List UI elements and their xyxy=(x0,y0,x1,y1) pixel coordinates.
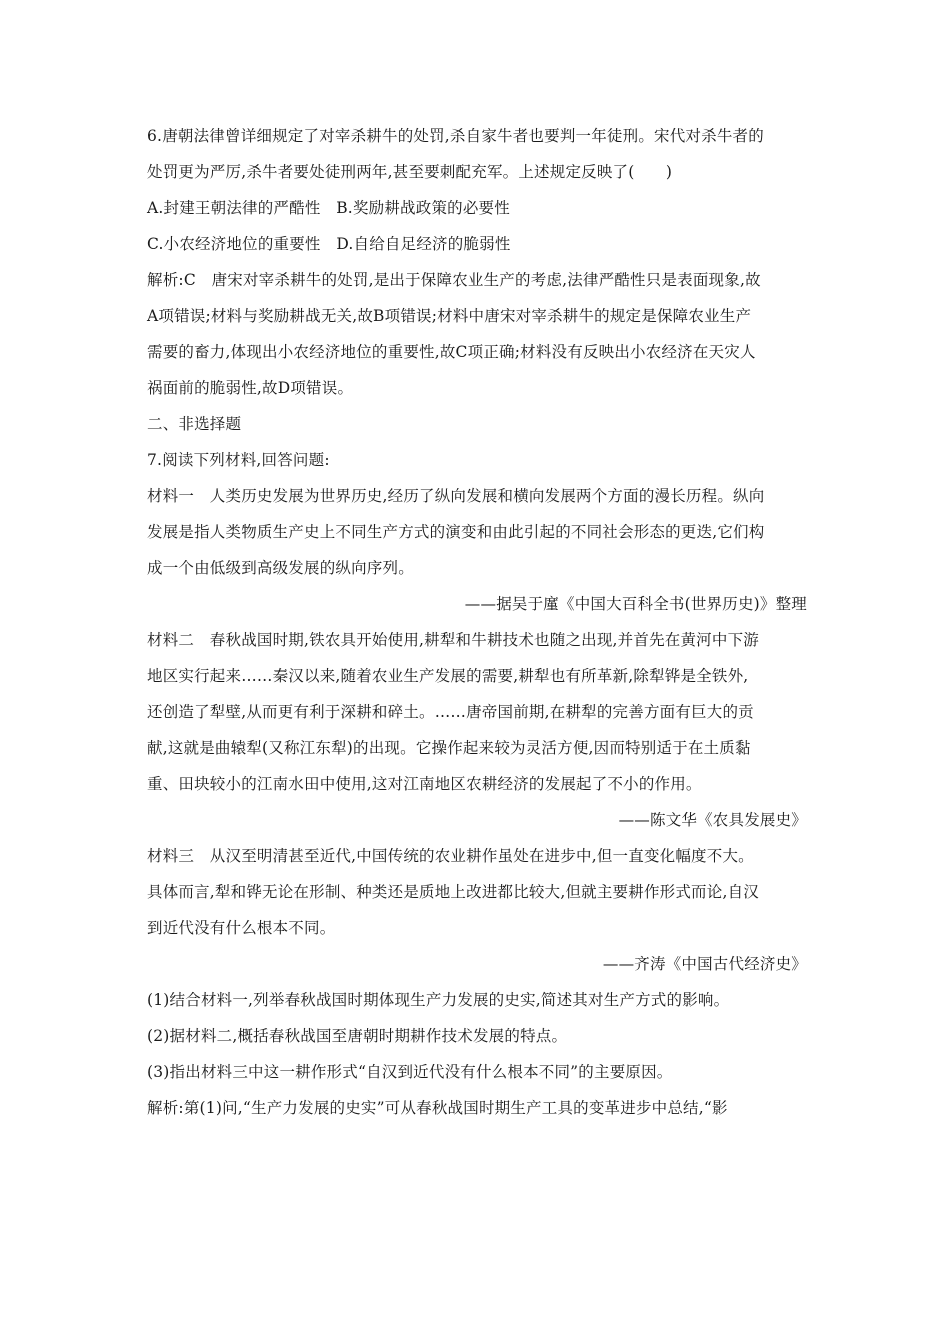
sub-question-1: (1)结合材料一,列举春秋战国时期体现生产力发展的史实,简述其对生产方式的影响。 xyxy=(147,991,730,1009)
question-7-stem: 7.阅读下列材料,回答问题: xyxy=(147,451,330,469)
analysis-7-line-1: 解析:第(1)问,“生产力发展的史实”可从春秋战国时期生产工具的变革进步中总结,“影 xyxy=(147,1099,728,1117)
material-3-line-3: 到近代没有什么根本不同。 xyxy=(147,919,336,937)
sub-question-2: (2)据材料二,概括春秋战国至唐朝时期耕作技术发展的特点。 xyxy=(147,1027,568,1045)
material-1-line-3: 成一个由低级到高级发展的纵向序列。 xyxy=(147,559,414,577)
material-2-line-5: 重、田块较小的江南水田中使用,这对江南地区农耕经济的发展起了不小的作用。 xyxy=(147,775,702,793)
material-2-source: ——陈文华《农具发展史》 xyxy=(618,811,807,829)
sub-question-3: (3)指出材料三中这一耕作形式“自汉到近代没有什么根本不同”的主要原因。 xyxy=(147,1063,673,1081)
analysis-6-line-1: 解析:C 唐宋对宰杀耕牛的处罚,是出于保障农业生产的考虑,法律严酷性只是表面现象,故 xyxy=(147,271,761,289)
question-6-line-1: 6.唐朝法律曾详细规定了对宰杀耕牛的处罚,杀自家牛者也要判一年徒刑。宋代对杀牛者的 xyxy=(147,127,764,145)
material-3-line-1: 材料三 从汉至明清甚至近代,中国传统的农业耕作虽处在进步中,但一直变化幅度不大。 xyxy=(147,847,754,865)
material-3-source: ——齐涛《中国古代经济史》 xyxy=(602,955,807,973)
material-2-line-1: 材料二 春秋战国时期,铁农具开始使用,耕犁和牛耕技术也随之出现,并首先在黄河中下游 xyxy=(147,631,759,649)
analysis-6-line-4: 祸面前的脆弱性,故D项错误。 xyxy=(147,379,354,397)
section-heading: 二、非选择题 xyxy=(147,415,242,433)
option-c-d: C.小农经济地位的重要性 D.自给自足经济的脆弱性 xyxy=(147,235,511,253)
material-2-line-4: 献,这就是曲辕犁(又称江东犁)的出现。它操作起来较为灵活方便,因而特别适于在土质黏 xyxy=(147,739,751,757)
analysis-6-line-2: A项错误;材料与奖励耕战无关,故B项错误;材料中唐宋对宰杀耕牛的规定是保障农业生产 xyxy=(147,307,752,325)
material-2-line-3: 还创造了犁壁,从而更有利于深耕和碎土。……唐帝国前期,在耕犁的完善方面有巨大的贡 xyxy=(147,703,754,721)
option-a-b: A.封建王朝法律的严酷性 B.奖励耕战政策的必要性 xyxy=(147,199,510,217)
material-1-source: ——据吴于廑《中国大百科全书(世界历史)》整理 xyxy=(464,595,807,613)
material-2-line-2: 地区实行起来……秦汉以来,随着农业生产发展的需要,耕犁也有所革新,除犁铧是全铁外, xyxy=(147,667,749,685)
material-3-line-2: 具体而言,犁和铧无论在形制、种类还是质地上改进都比较大,但就主要耕作形式而论,自汉 xyxy=(147,883,759,901)
material-1-line-2: 发展是指人类物质生产史上不同生产方式的演变和由此引起的不同社会形态的更迭,它们构 xyxy=(147,523,765,541)
analysis-6-line-3: 需要的畜力,体现出小农经济地位的重要性,故C项正确;材料没有反映出小农经济在天灾人 xyxy=(147,343,756,361)
material-1-line-1: 材料一 人类历史发展为世界历史,经历了纵向发展和横向发展两个方面的漫长历程。纵向 xyxy=(147,487,765,505)
question-6-line-2: 处罚更为严厉,杀牛者要处徒刑两年,甚至要刺配充军。上述规定反映了( ) xyxy=(147,163,673,181)
